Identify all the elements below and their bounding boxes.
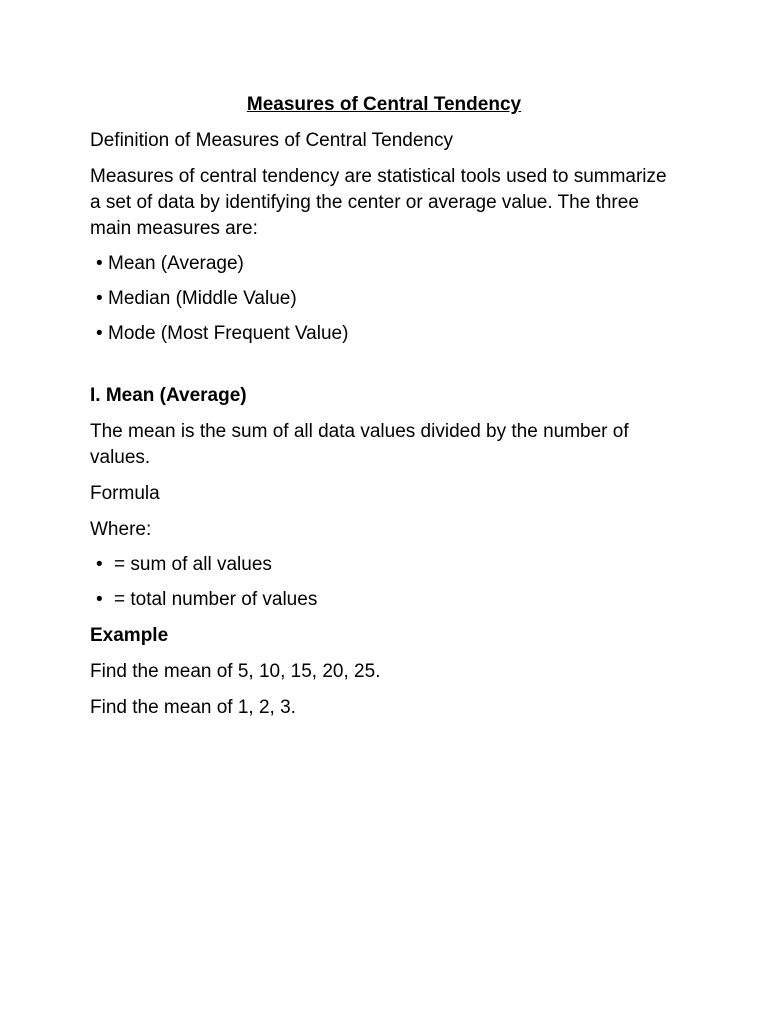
bullet-icon: •: [96, 253, 103, 274]
list-item-text: Median (Middle Value): [108, 288, 297, 309]
document-title: Measures of Central Tendency: [246, 94, 522, 115]
list-item: [90, 321, 680, 347]
list-item-text: Mode (Most Frequent Value): [108, 323, 349, 344]
where-label: Where:: [90, 519, 152, 540]
bullet-icon: •: [96, 589, 103, 610]
example-heading: Example: [90, 625, 169, 646]
mean-section-heading: I. Mean (Average): [90, 385, 247, 406]
example-item: Find the mean of 5, 10, 15, 20, 25.: [90, 661, 381, 682]
measures-list: [90, 251, 680, 347]
definition-heading: Definition of Measures of Central Tendency: [90, 130, 453, 151]
list-item-text: Mean (Average): [108, 253, 244, 274]
list-item: [90, 587, 680, 613]
mean-description: The mean is the sum of all data values divided by the number of values.: [90, 421, 629, 468]
list-item: [90, 552, 680, 578]
bullet-icon: •: [96, 554, 103, 575]
document-page: [90, 92, 680, 721]
list-item: [90, 286, 680, 312]
example-item: Find the mean of 1, 2, 3.: [90, 697, 296, 718]
list-item-text: = sum of all values: [114, 554, 272, 575]
formula-label: Formula: [90, 483, 160, 504]
bullet-icon: •: [96, 288, 103, 309]
list-item: [90, 251, 680, 277]
bullet-icon: •: [96, 323, 103, 344]
definition-text: Measures of central tendency are statistical tools used to summarize a set of data by identifying the center or average value. The three main measures are:: [90, 166, 667, 239]
list-item-text: = total number of values: [114, 589, 318, 610]
where-list: [90, 552, 680, 613]
